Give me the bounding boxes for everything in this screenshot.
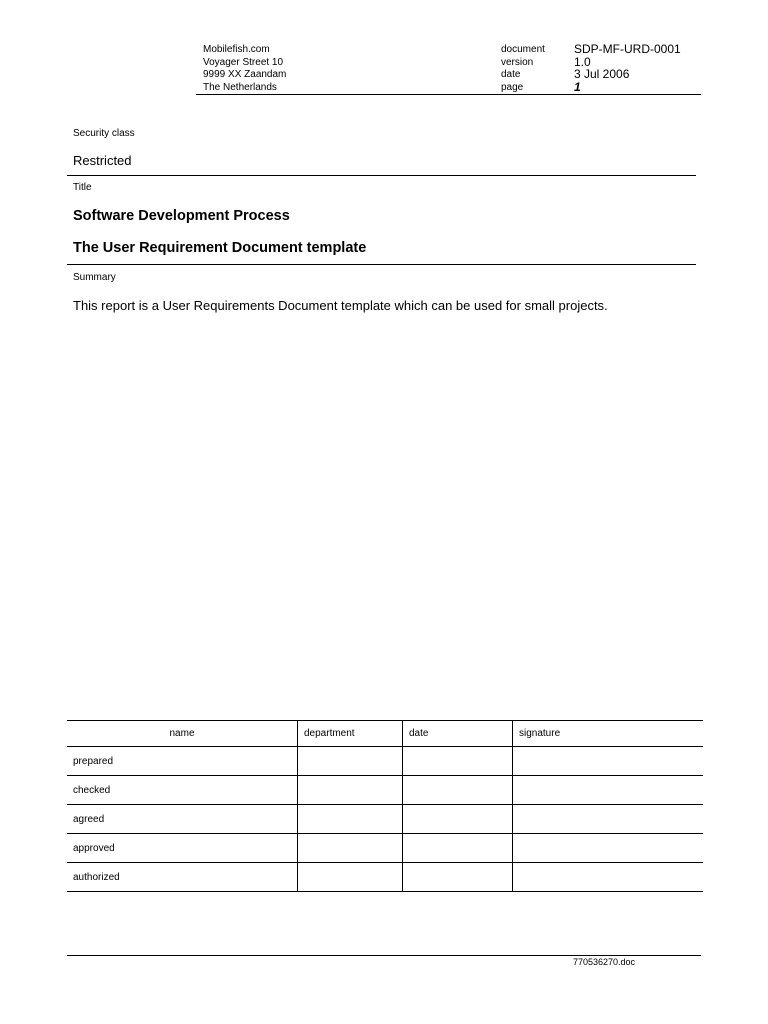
document-title-line1: Software Development Process bbox=[73, 208, 290, 224]
cell-signature bbox=[513, 747, 704, 776]
title-label: Title bbox=[73, 182, 92, 193]
column-header-signature: signature bbox=[513, 721, 704, 747]
signoff-header-row bbox=[67, 721, 703, 747]
cell-date bbox=[403, 776, 513, 805]
cell-date bbox=[403, 805, 513, 834]
cell-department bbox=[298, 747, 403, 776]
footer-divider bbox=[67, 955, 701, 956]
document-meta-values bbox=[574, 43, 681, 93]
document-date: 3 Jul 2006 bbox=[574, 67, 630, 81]
signoff-table bbox=[67, 720, 703, 892]
cell-department bbox=[298, 863, 403, 892]
cell-department bbox=[298, 776, 403, 805]
meta-label-date: date bbox=[501, 69, 521, 80]
cell-date bbox=[403, 834, 513, 863]
table-row bbox=[67, 805, 703, 834]
document-version: 1.0 bbox=[574, 54, 591, 69]
cell-date bbox=[403, 863, 513, 892]
cell-signature bbox=[513, 776, 704, 805]
security-class-label: Security class bbox=[73, 128, 135, 139]
cell-date bbox=[403, 747, 513, 776]
column-header-name: name bbox=[67, 721, 298, 747]
cell-signature bbox=[513, 863, 704, 892]
cell-department bbox=[298, 805, 403, 834]
meta-label-version: version bbox=[501, 56, 534, 68]
security-class-value: Restricted bbox=[73, 153, 132, 168]
company-street: Voyager Street 10 bbox=[203, 56, 284, 68]
row-label-agreed: agreed bbox=[67, 805, 298, 834]
table-row bbox=[67, 834, 703, 863]
table-row bbox=[67, 863, 703, 892]
document-meta-labels bbox=[501, 44, 545, 94]
meta-label-document: document bbox=[501, 44, 545, 55]
table-row bbox=[67, 747, 703, 776]
row-label-approved: approved bbox=[67, 834, 298, 863]
company-address bbox=[203, 44, 286, 94]
company-name: Mobilefish.com bbox=[203, 44, 270, 55]
cell-department bbox=[298, 834, 403, 863]
header-divider bbox=[196, 94, 701, 95]
document-id: SDP-MF-URD-0001 bbox=[574, 42, 681, 56]
cell-signature bbox=[513, 834, 704, 863]
row-label-checked: checked bbox=[67, 776, 298, 805]
column-header-department: department bbox=[298, 721, 403, 747]
row-label-authorized: authorized bbox=[67, 863, 298, 892]
table-row bbox=[67, 776, 703, 805]
section-divider bbox=[67, 264, 696, 265]
summary-text: This report is a User Requirements Document template which can be used for small projects. bbox=[73, 298, 608, 313]
summary-label: Summary bbox=[73, 272, 116, 283]
row-label-prepared: prepared bbox=[67, 747, 298, 776]
page-number: 1 bbox=[574, 79, 581, 94]
column-header-date: date bbox=[403, 721, 513, 747]
cell-signature bbox=[513, 805, 704, 834]
meta-label-page: page bbox=[501, 81, 524, 93]
section-divider bbox=[67, 175, 696, 176]
footer-filename: 770536270.doc bbox=[573, 957, 636, 967]
company-city: 9999 XX Zaandam bbox=[203, 69, 287, 80]
company-country: The Netherlands bbox=[203, 81, 277, 93]
document-title-line2: The User Requirement Document template bbox=[73, 240, 367, 256]
